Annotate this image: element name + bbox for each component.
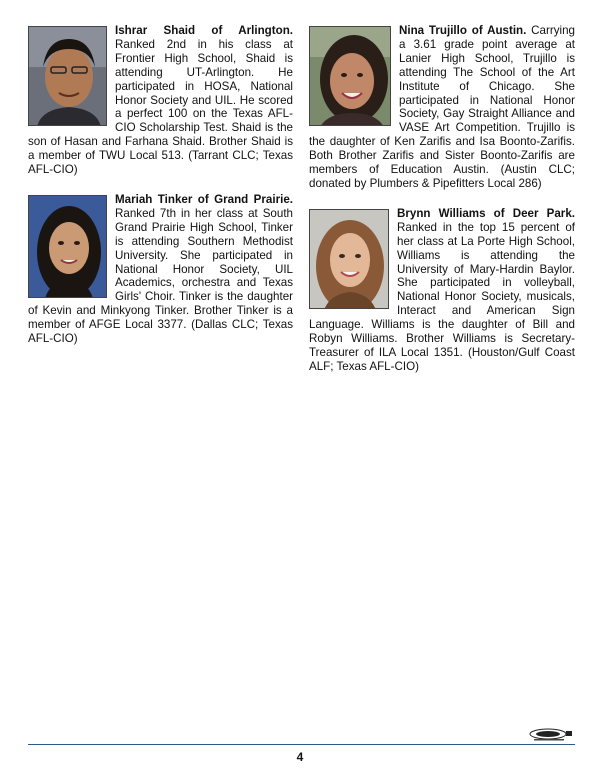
bio-text: Ranked 2nd in his class at Frontier High School, Shaid is attending UT-Arlington. He participated in HOSA, National Honor Society and UIL. He scored a perfect 100 on the Texas AFL-CIO Scholarship Test. Shaid is the son of Hasan and Farhana Shaid. Brother Shaid is a member of TWU Local 513. (Tarrant CLC; Texas AFL-CIO): [28, 37, 293, 177]
bio-name: Nina Trujillo of Austin.: [399, 24, 527, 37]
bio-name: Ishrar Shaid of Arlington.: [115, 24, 293, 37]
bio-nina-trujillo: [309, 24, 575, 191]
portrait-photo-brynn-williams: [309, 209, 389, 309]
bio-name: Brynn Williams of Deer Park.: [397, 206, 575, 220]
page-number: 4: [296, 750, 304, 764]
portrait-photo-mariah-tinker: [28, 195, 107, 298]
bio-mariah-tinker: [28, 193, 293, 346]
bio-text: Carrying a 3.61 grade point average at Lanier High School, Trujillo is attending The School of the Art Institute of Chicago. She participated in National Honor Society, Gay Straight Alliance and VASE Art Competition. Trujillo is the daughter of Ken Zarifis and Isa Boonto-Zarifis. Both Brother Zarifis and Sister Boonto-Zarifis are members of Education Austin. (Austin CLC; donated by Plumbers & Pipefitters Local 286): [309, 24, 575, 190]
left-column: [28, 24, 293, 362]
bio-brynn-williams: [309, 207, 575, 374]
bio-text: Ranked in the top 15 percent of her class at La Porte High School, Williams is attending the University of Mary-Hardin Baylor. She participated in volleyball, National Honor Society, musicals, Interact and American Sign Language. Williams is the daughter of Bill and Robyn Williams. Brother Williams is Secretary-Treasurer of ILA Local 1351. (Houston/Gulf Coast ALF; Texas AFL-CIO): [309, 220, 575, 373]
bio-name: Mariah Tinker of Grand Prairie.: [115, 192, 293, 206]
portrait-photo-nina-trujillo: [309, 26, 391, 126]
footer-rule: [28, 744, 575, 745]
union-printing-bug-logo: [528, 728, 574, 742]
bio-ishrar-shaid: [28, 24, 293, 177]
portrait-photo-ishrar-shaid: [28, 26, 107, 126]
right-column: [309, 24, 575, 390]
bio-text: Ranked 7th in her class at South Grand Prairie High School, Tinker is attending Southern Methodist University. She participated in National Honor Society, UIL Academics, orchestra and Texas Girls' Choir. Tinker is the daughter of Kevin and Minkyong Tinker. Brother Tinker is a member of AFGE Local 3377. (Dallas CLC; Texas AFL-CIO): [28, 206, 293, 346]
